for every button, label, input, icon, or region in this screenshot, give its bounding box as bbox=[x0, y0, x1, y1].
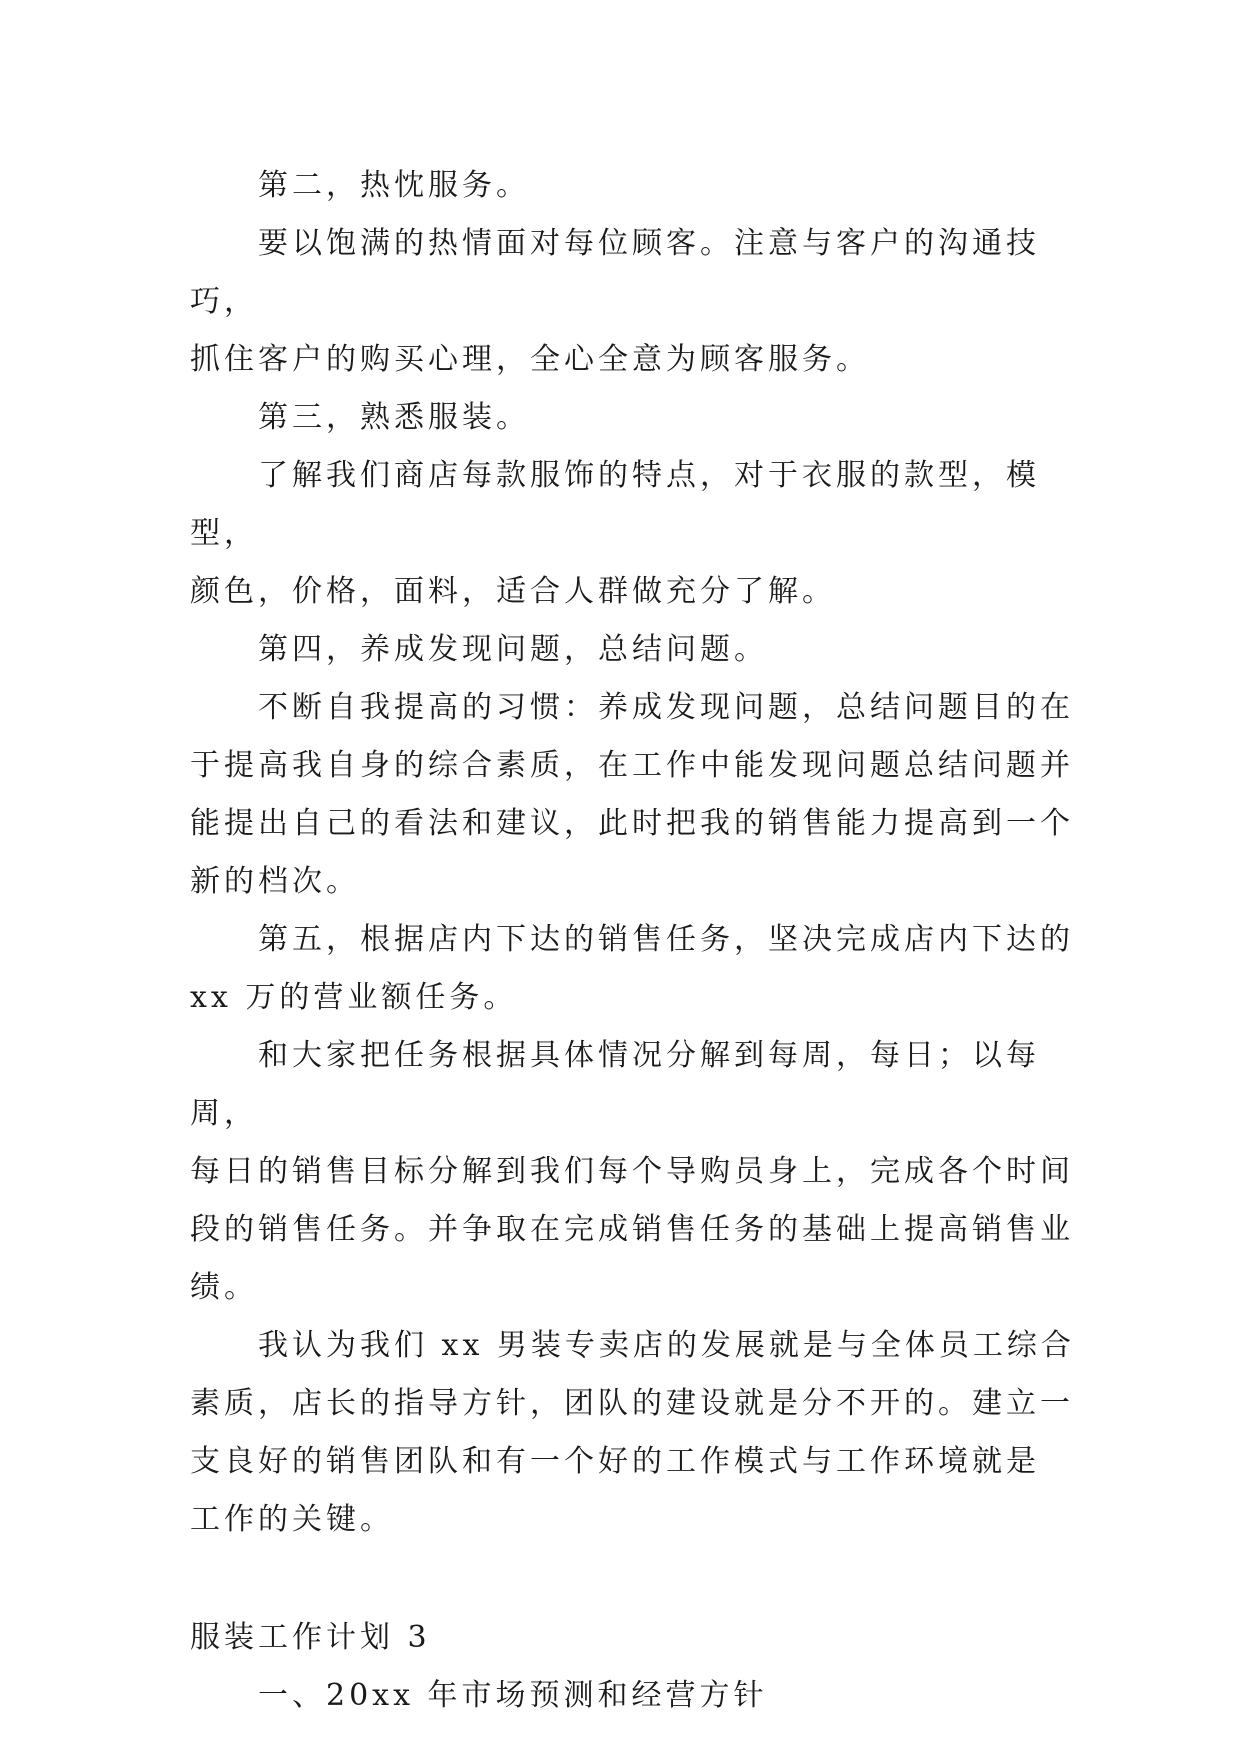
paragraph-6: 不断自我提高的习惯：养成发现问题，总结问题目的在 于提高我自身的综合素质，在工作中能发现问题总结问题并 能提出自己的看法和建议，此时把我的销售能力提高到一个 新的档次。 bbox=[190, 690, 1074, 899]
paragraph-7: 第五，根据店内下达的销售任务，坚决完成店内下达的 xx 万的营业额任务。 bbox=[190, 922, 1074, 1015]
section-first-item: 一、20xx 年市场预测和经营方针 bbox=[258, 1678, 768, 1713]
document-body bbox=[190, 157, 1090, 1725]
section-heading: 服装工作计划 3 bbox=[190, 1620, 431, 1655]
paragraph-3: 第三，熟悉服装。 bbox=[258, 400, 530, 435]
paragraph-1: 第二，热忱服务。 bbox=[258, 168, 530, 203]
paragraph-8: 和大家把任务根据具体情况分解到每周，每日；以每周， 每日的销售目标分解到我们每个导购员身上，完成各个时间 段的销售任务。并争取在完成销售任务的基础上提高销售业 绩。 bbox=[190, 1038, 1074, 1305]
paragraph-4: 了解我们商店每款服饰的特点，对于衣服的款型，模型， 颜色，价格，面料，适合人群做充分了解。 bbox=[190, 458, 1040, 609]
section-gap bbox=[190, 1549, 1090, 1609]
paragraph-9: 我认为我们 xx 男装专卖店的发展就是与全体员工综合 素质，店长的指导方针，团队的建设就是分不开的。建立一 支良好的销售团队和有一个好的工作模式与工作环境就是 工作的关键。 bbox=[190, 1328, 1075, 1537]
paragraph-2: 要以饱满的热情面对每位顾客。注意与客户的沟通技巧， 抓住客户的购买心理，全心全意为顾客服务。 bbox=[190, 226, 1040, 377]
paragraph-5: 第四，养成发现问题，总结问题。 bbox=[258, 632, 768, 667]
